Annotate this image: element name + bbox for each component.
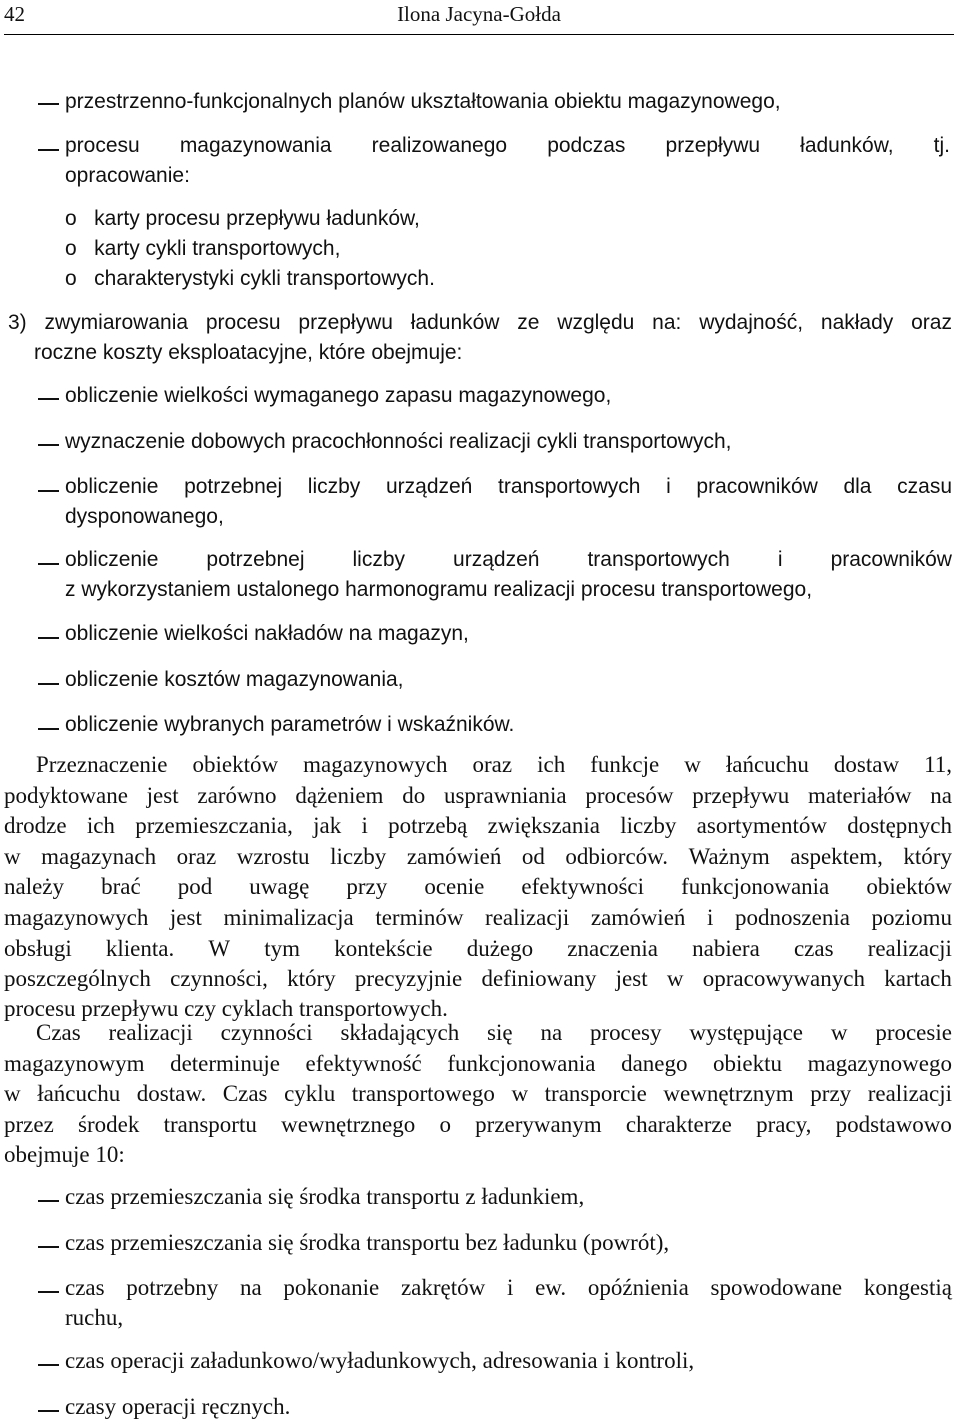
- word: dostępnych: [847, 813, 952, 839]
- word: jak: [313, 813, 342, 839]
- list-dash: [38, 683, 59, 685]
- word: kartach: [884, 966, 952, 992]
- list-item: czas operacji załadunkowo/wyładunkowych, adresowania i kontroli,: [65, 1348, 695, 1373]
- word: oraz: [472, 752, 513, 777]
- list-item: obliczenie wielkości nakładów na magazyn,: [65, 622, 469, 645]
- word: procesie: [875, 1020, 952, 1045]
- word: magazynowego: [807, 1050, 952, 1076]
- word: podyktowane: [4, 782, 128, 808]
- list-item: wyznaczenie dobowych pracochłonności realizacji cykli transportowych,: [65, 430, 732, 453]
- word: względu: [557, 311, 635, 334]
- word: pracowników: [696, 475, 818, 498]
- word: obiektów: [192, 752, 279, 777]
- word: przy: [346, 874, 388, 900]
- word: jest: [169, 905, 202, 930]
- word: nabiera: [692, 935, 760, 961]
- word: przepływu: [298, 311, 393, 334]
- point3-heading-continuation: roczne koszty eksploatacyjne, które obejmuje:: [34, 341, 463, 364]
- word: dużego: [466, 935, 534, 961]
- paragraph-line: [4, 844, 952, 870]
- word: tj.: [933, 134, 950, 157]
- running-head-author: Ilona Jacyna-Gołda: [397, 2, 561, 26]
- paragraph-line: [4, 966, 952, 992]
- list-item: czas przemieszczania się środka transportu z ładunkiem,: [65, 1184, 585, 1209]
- word: realizacji: [485, 905, 570, 930]
- word: liczby: [307, 475, 361, 498]
- word: liczby: [620, 813, 677, 839]
- page-number: 42: [4, 2, 25, 26]
- word: kongestią: [863, 1275, 952, 1300]
- word: w: [4, 843, 21, 869]
- word: na: [540, 1020, 563, 1045]
- word: ich: [86, 813, 115, 839]
- word: w: [4, 1081, 21, 1106]
- word: i: [361, 813, 368, 839]
- word: precyzyjnie: [354, 966, 463, 992]
- word: podstawowo: [835, 1111, 952, 1137]
- word: efektywności: [521, 874, 645, 900]
- word: który: [287, 966, 336, 992]
- word: podczas: [547, 134, 626, 157]
- word: znaczenia: [567, 935, 658, 961]
- word: i: [706, 905, 714, 930]
- list-dash: [38, 563, 59, 565]
- word: na: [239, 1275, 262, 1300]
- word: ew.: [535, 1275, 567, 1300]
- list-dash: [38, 444, 59, 446]
- list-dash: [38, 398, 59, 400]
- paragraph-line: [4, 1081, 952, 1107]
- list-dash: [38, 728, 59, 730]
- word: ładunków: [410, 311, 500, 334]
- word: ocenie: [424, 874, 485, 900]
- word: w: [666, 966, 684, 992]
- word: opracowywanych: [702, 966, 865, 992]
- word: opóźnienia: [587, 1275, 689, 1300]
- list-item: czas przemieszczania się środka transportu bez ładunku (powrót),: [65, 1230, 670, 1255]
- word: poziomu: [871, 905, 952, 930]
- word: wewnętrznego: [281, 1111, 416, 1137]
- word: determinuje: [170, 1050, 280, 1076]
- word: Przeznaczenie: [36, 752, 168, 777]
- word: przerywanym: [475, 1111, 602, 1137]
- word: który: [903, 843, 952, 869]
- word: charakterze: [625, 1111, 732, 1137]
- word: potrzebnej: [184, 475, 283, 498]
- paragraph-2-last-line: obejmuje 10:: [4, 1142, 125, 1167]
- list-item-continuation: z wykorzystaniem ustalonego harmonogramu realizacji procesu transportowego,: [65, 578, 813, 601]
- word: występujące: [689, 1020, 804, 1045]
- word: zamówień: [590, 905, 686, 930]
- word: urządzeń: [453, 548, 540, 571]
- word: zamówień: [406, 843, 502, 869]
- word: 11,: [924, 752, 952, 777]
- word: transportu: [163, 1111, 257, 1137]
- word: oraz: [911, 311, 952, 334]
- point3-heading: [8, 311, 952, 335]
- list-item-continuation: dysponowanego,: [65, 505, 224, 528]
- word: liczby: [330, 843, 387, 869]
- word: definiowany: [481, 966, 597, 992]
- word: o: [439, 1111, 451, 1137]
- word: zwiększania: [487, 813, 600, 839]
- word: potrzebnej: [206, 548, 305, 571]
- word: potrzebą: [388, 813, 468, 839]
- list-dash: [38, 637, 59, 639]
- sublist-item: o karty cykli transportowych,: [65, 237, 341, 260]
- word: uwagę: [249, 874, 310, 900]
- list-dash: [38, 149, 59, 151]
- word: czas: [65, 1275, 105, 1300]
- word: materiałów: [808, 782, 912, 808]
- word: realizacji: [867, 1081, 952, 1106]
- word: przy: [810, 1081, 852, 1106]
- word: nakłady: [820, 311, 894, 334]
- word: brać: [101, 874, 141, 900]
- page-header: [4, 0, 954, 35]
- list-item: obliczenie kosztów magazynowania,: [65, 668, 404, 691]
- word: pod: [177, 874, 213, 900]
- word: spowodowane: [710, 1275, 843, 1300]
- sublist-item: o karty procesu przepływu ładunków,: [65, 207, 420, 230]
- list-item: przestrzenno-funkcjonalnych planów ukształtowania obiektu magazynowego,: [65, 90, 781, 113]
- word: funkcje: [590, 752, 660, 777]
- word: dostaw: [833, 752, 900, 777]
- word: tym: [264, 935, 301, 961]
- word: obiektów: [866, 874, 952, 900]
- paragraph-line: [4, 783, 952, 809]
- paragraph-line: [36, 752, 952, 778]
- word: Ważnym: [688, 843, 770, 869]
- list-dash: [38, 490, 59, 492]
- word: asortymentów: [696, 813, 827, 839]
- word: zwymiarowania: [44, 311, 189, 334]
- list-dash: [38, 1200, 59, 1202]
- word: magazynowych: [4, 905, 149, 930]
- paragraph-line: [4, 1112, 952, 1138]
- list-item: obliczenie wielkości wymaganego zapasu magazynowego,: [65, 384, 612, 407]
- word: magazynach: [41, 843, 157, 869]
- word: wydajność,: [699, 311, 804, 334]
- word: procesów: [585, 782, 674, 808]
- word: w: [830, 1020, 848, 1045]
- word: czasu: [897, 475, 952, 498]
- word: urządzeń: [385, 475, 473, 498]
- word: czynności: [220, 1020, 313, 1045]
- word: dążeniem: [295, 782, 384, 808]
- word: i: [666, 475, 671, 498]
- list-dash: [38, 1291, 59, 1293]
- word: obliczenie: [65, 475, 159, 498]
- word: podnoszenia: [734, 905, 850, 930]
- list-item: [65, 475, 952, 499]
- word: obiektu: [713, 1050, 783, 1076]
- word: łańcuchu: [37, 1081, 121, 1106]
- list-item: [65, 134, 950, 158]
- word: usprawniania: [443, 782, 567, 808]
- word: procesu: [65, 134, 140, 157]
- word: ze: [517, 311, 540, 334]
- word: poszczególnych: [4, 966, 151, 992]
- word: środek: [78, 1111, 140, 1137]
- word: wewnętrznym: [663, 1081, 794, 1106]
- word: klienta.: [105, 935, 175, 961]
- word: funkcjonowania: [447, 1050, 596, 1076]
- word: cyklu: [284, 1081, 336, 1106]
- list-item-continuation: opracowanie:: [65, 164, 190, 187]
- word: czynności,: [170, 966, 268, 992]
- word: do: [402, 782, 426, 808]
- word: dostaw.: [136, 1081, 207, 1106]
- word: pracy,: [756, 1111, 812, 1137]
- word: składających: [340, 1020, 460, 1045]
- list-dash: [38, 1410, 59, 1412]
- word: funkcjonowania: [681, 874, 830, 900]
- word: pokonanie: [283, 1275, 380, 1300]
- word: Czas: [36, 1020, 81, 1045]
- word: przepływu: [692, 782, 790, 808]
- word: i: [506, 1275, 514, 1300]
- word: procesu: [205, 311, 281, 334]
- word: dla: [843, 475, 872, 498]
- word: transportowych: [587, 548, 730, 571]
- word: W: [208, 935, 231, 961]
- word: obliczenie: [65, 548, 159, 571]
- word: realizacji: [867, 935, 952, 961]
- word: liczby: [352, 548, 406, 571]
- paragraph-line: [4, 905, 952, 931]
- word: realizacji: [108, 1020, 193, 1045]
- word: transporcie: [544, 1081, 647, 1106]
- list-dash: [38, 1364, 59, 1366]
- word: jest: [615, 966, 648, 992]
- word: zarówno: [197, 782, 277, 808]
- list-item: [65, 1275, 952, 1301]
- word: na: [930, 782, 952, 808]
- word: ładunków,: [800, 134, 894, 157]
- list-item-continuation: ruchu,: [65, 1305, 124, 1330]
- word: jest: [146, 782, 179, 808]
- word: należy: [4, 874, 65, 900]
- word: pracowników: [830, 548, 952, 571]
- word: magazynowania: [179, 134, 332, 157]
- word: kontekście: [334, 935, 433, 961]
- word: i: [777, 548, 783, 571]
- paragraph-line: [4, 1051, 952, 1077]
- word: przepływu: [665, 134, 761, 157]
- word: wzrostu: [236, 843, 310, 869]
- word: aspektem,: [790, 843, 883, 869]
- word: terminów: [375, 905, 464, 930]
- word: łańcuchu: [725, 752, 809, 777]
- list-item: [65, 548, 952, 572]
- word: magazynowych: [303, 752, 448, 777]
- word: przemieszczania,: [135, 813, 293, 839]
- word: magazynowym: [4, 1050, 145, 1076]
- word: oraz: [176, 843, 217, 869]
- word: się: [487, 1020, 513, 1045]
- word: czas: [793, 935, 834, 961]
- word: w: [511, 1081, 529, 1106]
- paragraph-line: [4, 936, 952, 962]
- word: transportowych: [498, 475, 641, 498]
- word: od: [521, 843, 545, 869]
- word: w: [684, 752, 701, 777]
- word: 3): [8, 311, 27, 334]
- word: procesy: [589, 1020, 662, 1045]
- list-dash: [38, 1246, 59, 1248]
- word: na:: [652, 311, 682, 334]
- word: drodze: [4, 813, 67, 839]
- list-item: obliczenie wybranych parametrów i wskaźników.: [65, 713, 515, 736]
- word: minimalizacja: [223, 905, 354, 930]
- paragraph-line: [4, 874, 952, 900]
- word: efektywność: [305, 1050, 422, 1076]
- word: Czas: [222, 1081, 268, 1106]
- sublist-item: o charakterystyki cykli transportowych.: [65, 267, 435, 290]
- list-item: czasy operacji ręcznych.: [65, 1394, 291, 1419]
- word: transportowego: [351, 1081, 495, 1106]
- paragraph-line: [36, 1020, 952, 1046]
- paragraph-1-last-line: procesu przepływu czy cyklach transportowych.: [4, 996, 448, 1021]
- word: przez: [4, 1111, 54, 1137]
- word: obsługi: [4, 935, 72, 961]
- word: odbiorców.: [565, 843, 669, 869]
- list-dash: [38, 103, 59, 105]
- paragraph-line: [4, 813, 952, 839]
- word: zakrętów: [400, 1275, 486, 1300]
- word: ich: [537, 752, 566, 777]
- word: potrzebny: [126, 1275, 219, 1300]
- word: danego: [621, 1050, 688, 1076]
- word: realizowanego: [371, 134, 508, 157]
